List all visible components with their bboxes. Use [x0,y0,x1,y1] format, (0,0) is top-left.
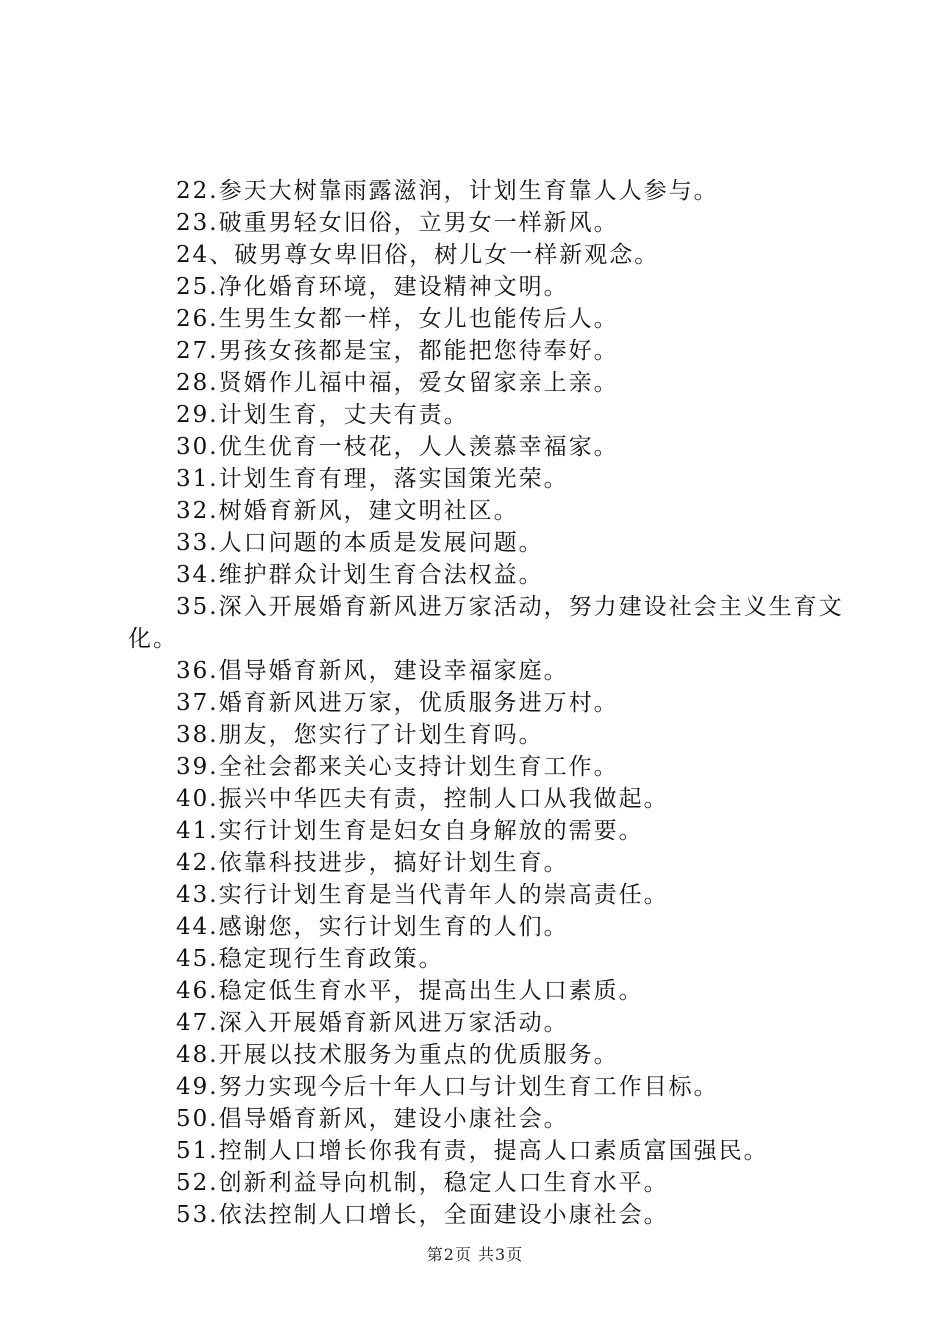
slogan-line: 49.努力实现今后十年人口与计划生育工作目标。 [176,1074,719,1100]
slogan-line: 52.创新利益导向机制，稳定人口生育水平。 [176,1170,669,1196]
slogan-line: 24、破男尊女卑旧俗，树儿女一样新观念。 [176,242,660,268]
slogan-line: 48.开展以技术服务为重点的优质服务。 [176,1042,619,1068]
slogan-line: 47.深入开展婚育新风进万家活动。 [176,1010,569,1036]
slogan-line: 34.维护群众计划生育合法权益。 [176,562,544,588]
slogan-line: 42.依靠科技进步，搞好计划生育。 [176,850,569,876]
slogan-line: 43.实行计划生育是当代青年人的崇高责任。 [176,882,669,908]
slogan-line: 29.计划生育，丈夫有责。 [176,402,469,428]
slogan-line: 46.稳定低生育水平，提高出生人口素质。 [176,978,644,1004]
slogan-line: 36.倡导婚育新风，建设幸福家庭。 [176,658,569,684]
slogan-line: 30.优生优育一枝花，人人羡慕幸福家。 [176,434,619,460]
slogan-line: 26.生男生女都一样，女儿也能传后人。 [176,306,619,332]
slogan-line: 33.人口问题的本质是发展问题。 [176,530,544,556]
slogan-line: 28.贤婿作儿福中福，爱女留家亲上亲。 [176,370,619,396]
slogan-line: 38.朋友，您实行了计划生育吗。 [176,722,544,748]
slogan-line: 32.树婚育新风，建文明社区。 [176,498,519,524]
slogan-line: 53.依法控制人口增长，全面建设小康社会。 [176,1202,669,1228]
slogan-line: 23.破重男轻女旧俗，立男女一样新风。 [176,210,619,236]
slogan-line: 51.控制人口增长你我有责，提高人口素质富国强民。 [176,1138,769,1164]
slogan-line: 27.男孩女孩都是宝，都能把您待奉好。 [176,338,619,364]
slogan-line: 37.婚育新风进万家，优质服务进万村。 [176,690,619,716]
slogan-line: 39.全社会都来关心支持计划生育工作。 [176,754,619,780]
slogan-line: 25.净化婚育环境，建设精神文明。 [176,274,569,300]
slogan-line-wrapped: 35.深入开展婚育新风进万家活动，努力建设社会主义生育文化。 [128,594,844,652]
slogan-line: 40.振兴中华匹夫有责，控制人口从我做起。 [176,786,669,812]
slogan-line: 22.参天大树靠雨露滋润，计划生育靠人人参与。 [176,178,719,204]
slogan-line: 44.感谢您，实行计划生育的人们。 [176,914,569,940]
slogan-line: 50.倡导婚育新风，建设小康社会。 [176,1106,569,1132]
document-body [128,175,848,1231]
slogan-line: 31.计划生育有理，落实国策光荣。 [176,466,569,492]
slogan-line: 45.稳定现行生育政策。 [176,946,444,972]
slogan-line: 41.实行计划生育是妇女自身解放的需要。 [176,818,644,844]
page-number-footer: 第2页 共3页 [426,1245,524,1264]
